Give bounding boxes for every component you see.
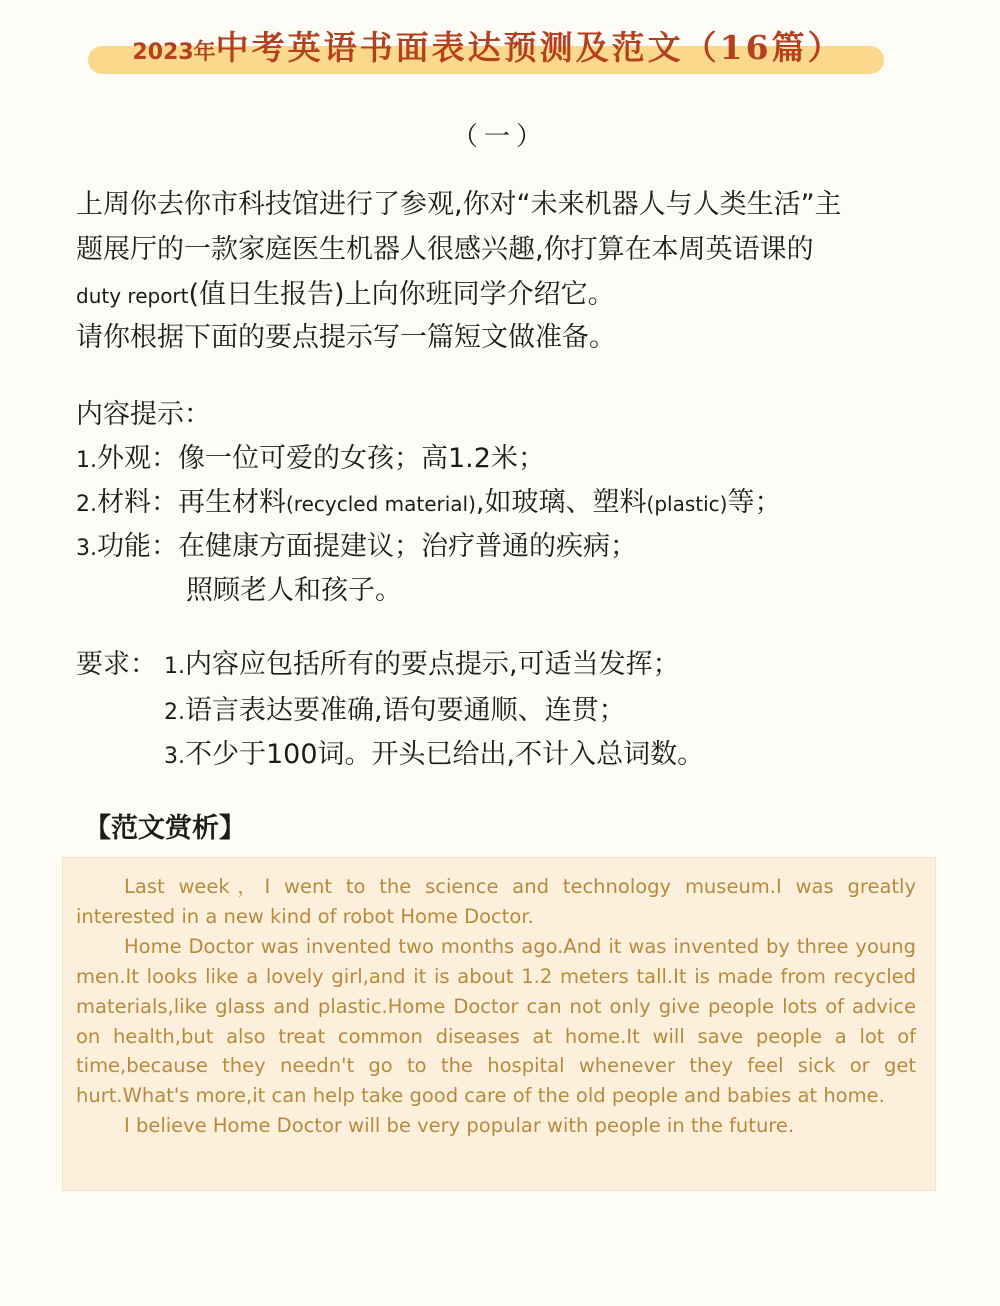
requirement-item xyxy=(164,642,680,681)
task-instruction: 请你根据下面的要点提示写一篇短文做准备。 xyxy=(76,322,616,353)
task-description xyxy=(76,182,842,319)
requirement-number: 2. xyxy=(164,700,185,725)
requirement-number: 1. xyxy=(164,654,185,679)
model-essay-title: 【范文赏析】 xyxy=(84,813,246,844)
section-number: （一） xyxy=(451,122,548,152)
task-line xyxy=(76,272,842,319)
title-banner xyxy=(88,22,888,74)
requirement-text: 内容应包括所有的要点提示,可适当发挥； xyxy=(185,649,680,680)
hint-latin: (recycled material) xyxy=(286,492,476,516)
hint-text: ,如玻璃、塑料 xyxy=(475,487,647,518)
model-essay xyxy=(76,872,916,1141)
title-text: 中考英语书面表达预测及范文（16篇） xyxy=(215,28,844,67)
page-title xyxy=(88,22,888,69)
hint-text: 材料：再生材料 xyxy=(97,487,286,518)
essay-paragraph: I believe Home Doctor will be very popular with people in the future. xyxy=(124,1114,795,1138)
hint-latin: (plastic) xyxy=(646,492,728,516)
task-line-rest: (值日生报告)上向你班同学介绍它。 xyxy=(188,279,615,310)
hint-number: 1. xyxy=(76,448,97,473)
hint-item-function-cont: 照顾老人和孩子。 xyxy=(186,575,402,606)
hint-item-appearance xyxy=(76,436,545,475)
essay-paragraph: Home Doctor was invented two months ago.And it was invented by three young men.It looks like a lovely girl,and it is about 1.2 meters tall.It is made from recycled materials,like glass and plastic.Home Doctor can not only give people lots of advice on health,but also treat common diseases at home.It will save people a lot of time,because they needn't go to the hospital whenever they feel sick or get hurt.What's more,it can help take good care of the old people and babies at home. xyxy=(76,934,916,1108)
hint-item-material xyxy=(76,480,781,519)
title-year: 2023年 xyxy=(132,40,216,65)
essay-paragraph: Last week，I went to the science and technology museum.I was greatly interested in a new kind of robot Home Doctor. xyxy=(76,875,916,928)
requirement-item xyxy=(164,732,704,771)
hint-text: 等； xyxy=(727,487,782,518)
hint-text: 功能：在健康方面提建议；治疗普通的疾病； xyxy=(97,531,637,562)
requirement-text: 语言表达要准确,语句要通顺、连贯； xyxy=(185,695,626,726)
task-line: 上周你去你市科技馆进行了参观,你对“未来机器人与人类生活”主 xyxy=(76,189,842,220)
requirement-number: 3. xyxy=(164,744,185,769)
hints-title: 内容提示： xyxy=(76,399,211,430)
hint-number: 2. xyxy=(76,492,97,517)
hint-item-function xyxy=(76,524,637,563)
requirement-item xyxy=(164,688,626,727)
hint-number: 3. xyxy=(76,536,97,561)
hint-text: 外观：像一位可爱的女孩；高1.2米； xyxy=(97,443,545,474)
task-line: 题展厅的一款家庭医生机器人很感兴趣,你打算在本周英语课的 xyxy=(76,234,814,265)
requirement-text: 不少于100词。开头已给出,不计入总词数。 xyxy=(185,739,705,770)
requirements-label: 要求： xyxy=(76,649,157,680)
task-latin: duty report xyxy=(76,284,189,308)
